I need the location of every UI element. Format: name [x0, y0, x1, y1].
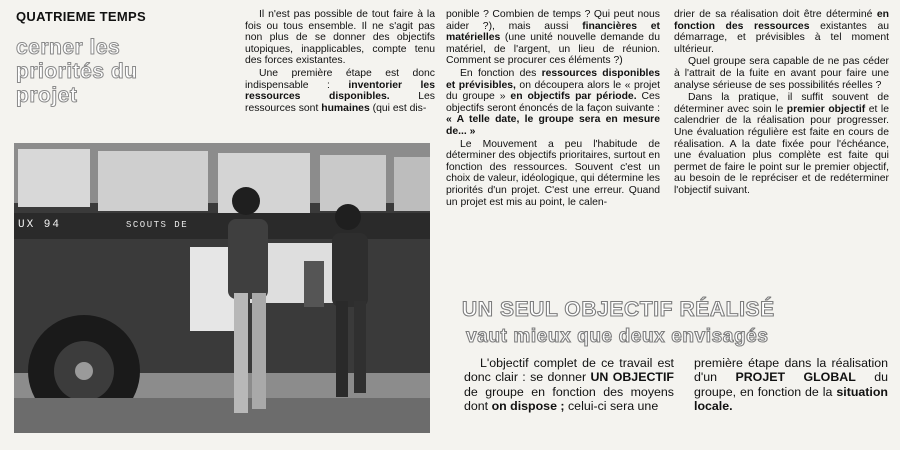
- headline-line-1: UN SEUL OBJECTIF RÉALISÉ: [462, 298, 775, 321]
- bottom-bold: UN OBJECTIF: [590, 370, 674, 385]
- col1-text: Une première étape est donc indispensable :: [245, 67, 435, 91]
- col2-bold: ressources disponibles et prévisibles,: [446, 67, 661, 91]
- bottom-left-text: [464, 356, 674, 416]
- section-title: QUATRIEME TEMPS: [16, 9, 146, 24]
- bottom-right-text: [694, 356, 888, 416]
- bottom-text: de groupe en fonction des moyens dont: [464, 384, 674, 414]
- col3-paragraph-2: Quel groupe sera capable de ne pas céder à l'attrait de la fuite en avant pour faire une analyse sérieuse de ses possibilités réelles ?: [674, 56, 889, 91]
- col3-paragraph-3: [674, 92, 889, 196]
- bottom-text: celui-ci sera une: [564, 399, 659, 414]
- col3-text: et le calendrier de la réalisation pour progresser. Une évaluation régulière est faite en cours de réalisation. A la date fixée pour l'échéance, une évaluation plus complète est faite qui permet de faire le point sur le premier objectif, au besoin de le repréciser et de redéterminer l'objectif suivant.: [674, 103, 890, 196]
- col2-text: ponible ? Combien de temps ? Qui peut nous aider ?), mais aussi: [446, 9, 660, 32]
- col1-bold: inventorier les ressources disponibles.: [245, 79, 435, 103]
- kicker-line-3: projet: [16, 84, 78, 107]
- bus-sign: SCOUTS DE: [126, 220, 189, 230]
- col2-bold: financières et matérielles: [446, 20, 660, 44]
- col3-text: drier de sa réalisation doit être déterminé: [674, 9, 877, 20]
- column-1: [245, 9, 435, 115]
- col1-bold: humaines: [321, 102, 370, 114]
- col3-paragraph-1: [674, 9, 889, 55]
- col3-bold: en fonction des ressources: [674, 9, 889, 32]
- col2-bold: « A telle date, le groupe sera en mesure de... »: [446, 114, 660, 137]
- kicker-line-2: priorités du: [16, 60, 138, 83]
- bottom-bold: situation locale.: [694, 384, 888, 414]
- kicker-line-1: cerner les: [16, 36, 121, 59]
- bus-photo-icon: [14, 143, 430, 433]
- col2-bold: en objectifs par période.: [510, 91, 637, 103]
- col2-text: on découpera alors le « projet du groupe »: [446, 79, 660, 103]
- col1-paragraph-2: [245, 68, 435, 114]
- bottom-text: du groupe, en fonction de la: [694, 370, 888, 399]
- bus-photo: [14, 143, 430, 433]
- col1-paragraph-1: Il n'est pas possible de tout faire à la fois ou tous ensemble. Il ne s'agit pas non plus de se donner des objectifs utopiques, inapplicables, compte tenu des forces existantes.: [245, 9, 435, 67]
- bus-plate: UX 94: [18, 219, 62, 231]
- col2-text: En fonction des: [460, 67, 542, 79]
- col2-text: Ces objectifs seront énoncés de la façon suivante :: [446, 91, 660, 114]
- bottom-bold: on dispose ;: [491, 399, 565, 414]
- column-2: [446, 9, 660, 209]
- col2-text: (une unité nouvelle demande du matériel, de l'argent, un lieu de réunion. Comment se procurer ces éléments ?): [446, 32, 660, 67]
- col1-text: (qui est dis-: [369, 102, 427, 114]
- bottom-text: L'objectif complet de ce travail est donc clair : se donner: [464, 356, 674, 385]
- col2-paragraph-1: [446, 9, 660, 67]
- col2-paragraph-3: Le Mouvement a peu l'habitude de déterminer des objectifs prioritaires, surtout en fonction des ressources. Souvent c'est un choix de valeur, idéologique, qui détermine les priorités d'un projet. C'est une erreur. Quand un projet est mis au point, le calen-: [446, 138, 660, 208]
- col3-text: existantes au démarrage, et prévisibles à tel moment ultérieur.: [674, 20, 889, 55]
- col3-text: Dans la pratique, il suffit souvent de déterminer avec soin le: [674, 92, 889, 115]
- headline-line-2: vaut mieux que deux envisagés: [466, 326, 769, 347]
- col3-bold: premier objectif: [786, 103, 866, 115]
- col2-paragraph-2: [446, 68, 660, 138]
- column-3: [674, 9, 889, 198]
- bottom-bold: PROJET GLOBAL: [735, 370, 856, 385]
- col1-text: Les ressources sont: [245, 91, 435, 114]
- section-kicker: [16, 36, 138, 108]
- bottom-text: première étape dans la réalisation d'un: [694, 356, 888, 385]
